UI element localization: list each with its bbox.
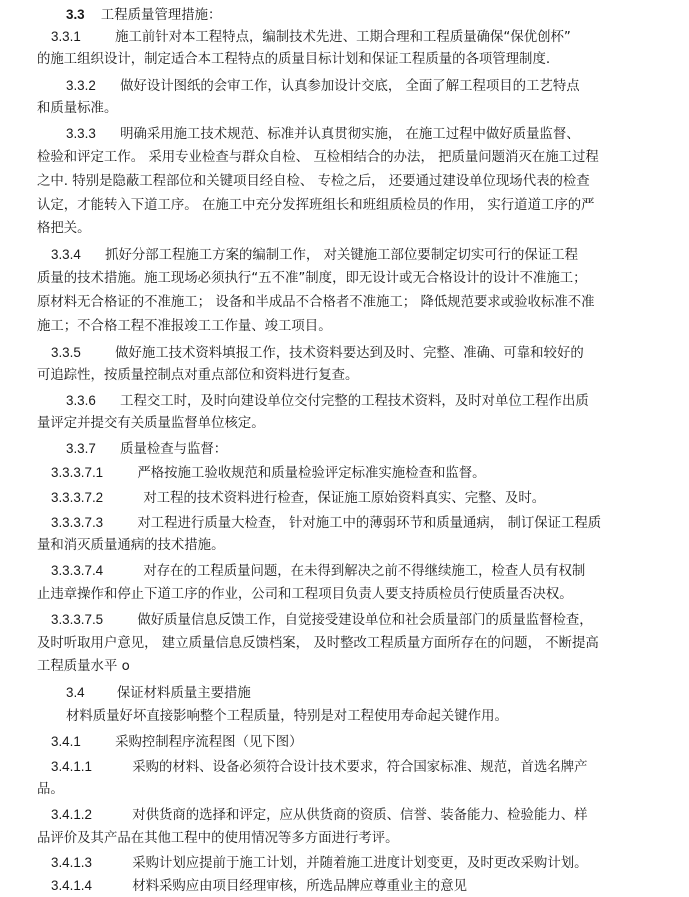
paragraph-text: 做好设计图纸的会审工作，认真参加设计交底， 全面了解工程项目的工艺特点: [120, 79, 580, 94]
section-number: 3.3: [66, 7, 85, 22]
paragraph-3-3-3-line-1: [66, 124, 580, 144]
paragraph-text: 明确采用施工技术规范、标准并认真贯彻实施， 在施工过程中做好质量监督、: [120, 127, 580, 142]
paragraph-text: 施工前针对本工程特点，编制技术先进、工期合理和工程质量确保“保优创杯”: [115, 30, 571, 45]
item-number: 3.4.1: [51, 734, 81, 749]
paragraph-text: 抓好分部工程施工方案的编制工作， 对关键施工部位要制定切实可行的保证工程: [105, 248, 578, 263]
paragraph-3-3-6-line-2: 量评定并提交有关质量监督单位核定。: [37, 416, 265, 431]
item-number: 3.3.2: [66, 78, 96, 93]
paragraph-3-4-1-1-line-1: [51, 757, 588, 777]
paragraph-3-4-1-1-line-2: 品。: [37, 782, 64, 797]
item-number: 3.3.3.7.4: [51, 563, 104, 578]
item-number: 3.3.7: [66, 441, 96, 456]
paragraph-3-4-intro: 材料质量好坏直接影响整个工程质量，特别是对工程使用寿命起关键作用。: [66, 709, 508, 724]
item-number: 3.3.3.7.5: [51, 612, 104, 627]
paragraph-3-3-5-line-2: 可追踪性，按质量控制点对重点部位和资料进行复查。: [37, 368, 359, 383]
paragraph-3-3-7: [66, 439, 227, 459]
paragraph-3-3-3-line-5: 格把关。: [37, 221, 91, 236]
paragraph-text: 对供货商的选择和评定，应从供货商的资质、信誉、装备能力、检验能力、样: [132, 808, 588, 823]
paragraph-3-3-5-line-1: [51, 343, 584, 363]
paragraph-text: 工程交工时，及时向建设单位交付完整的工程技术资料，及时对单位工程作出质: [120, 394, 589, 409]
paragraph-3-3-6-line-1: [66, 391, 589, 411]
paragraph-3-3-4-line-2: 质量的技术措施。施工现场必须执行“五不准”制度，即无设计或无合格设计的设计不准施工；: [37, 271, 587, 286]
paragraph-3-3-3-7-4-line-1: [51, 561, 585, 581]
paragraph-3-4-1-2-line-2: 品评价及其产品在其他工程中的使用情况等多方面进行考评。: [37, 831, 399, 846]
paragraph-text: 做好质量信息反馈工作，自觉接受建设单位和社会质量部门的质量监督检查，: [137, 613, 593, 628]
item-number: 3.4.1.2: [51, 807, 92, 822]
item-number: 3.4.1.4: [51, 878, 92, 893]
paragraph-3-4-1-3: [51, 853, 588, 873]
paragraph-3-3-1-line-1: [51, 27, 571, 47]
paragraph-text: 对工程的技术资料进行检查，保证施工原始资料真实、完整、及时。: [143, 491, 546, 506]
item-number: 3.3.3.7.3: [51, 515, 104, 530]
paragraph-3-3-3-line-3: 之中. 特别是隐蔽工程部位和关键项目经自检、 专检之后， 还要通过建设单位现场代表的检查: [37, 174, 590, 189]
section-number: 3.4: [66, 685, 85, 700]
section-title: 保证材料质量主要措施: [116, 686, 251, 701]
paragraph-text: 采购的材料、设备必须符合设计技术要求，符合国家标准、规范，首选名牌产: [132, 760, 588, 775]
paragraph-3-3-3-7-5-line-2: 及时听取用户意见， 建立质量信息反馈档案， 及时整改工程质量方面所存在的问题， 不断提高: [37, 636, 599, 651]
paragraph-3-3-2-line-1: [66, 76, 580, 96]
paragraph-text: 做好施工技术资料填报工作，技术资料要达到及时、完整、准确、可靠和较好的: [115, 346, 584, 361]
paragraph-3-3-4-line-4: 施工；不合格工程不准报竣工工作量、竣工项目。: [37, 319, 332, 334]
paragraph-3-3-3-7-2: [51, 488, 545, 508]
paragraph-3-3-3-7-5-line-1: [51, 610, 593, 630]
item-number: 3.3.3.7.1: [51, 465, 104, 480]
paragraph-text: 严格按施工验收规范和质量检验评定标准实施检查和监督。: [137, 466, 486, 481]
item-number: 3.3.3.7.2: [51, 490, 104, 505]
paragraph-3-3-3-line-2: 检验和评定工作。 采用专业检查与群众自检、 互检相结合的办法， 把质量问题消灭在施工过程: [37, 150, 599, 165]
item-number: 3.3.5: [51, 345, 81, 360]
paragraph-3-3-2-line-2: 和质量标准。: [37, 101, 118, 116]
item-number: 3.3.4: [51, 247, 81, 262]
paragraph-3-4-1-2-line-1: [51, 805, 588, 825]
paragraph-3-3-3-7-3-line-1: [51, 513, 601, 533]
paragraph-text: 材料采购应由项目经理审核，所选品牌应尊重业主的意见: [132, 879, 467, 894]
paragraph-text: 采购控制程序流程图（见下图）: [115, 735, 303, 750]
paragraph-3-3-4-line-1: [51, 245, 578, 265]
paragraph-text: 质量检查与监督：: [120, 442, 228, 457]
paragraph-3-3-3-7-5-line-3: 工程质量水平 o: [37, 659, 130, 674]
section-heading-3-3: [66, 5, 221, 25]
item-number: 3.4.1.3: [51, 855, 92, 870]
paragraph-3-3-4-line-3: 原材料无合格证的不准施工； 设备和半成品不合格者不准施工； 降低规范要求或验收标准不准: [37, 295, 595, 310]
paragraph-text: 对工程进行质量大检查， 针对施工中的薄弱环节和质量通病， 制订保证工程质: [137, 516, 602, 531]
paragraph-3-3-3-7-1: [51, 463, 486, 483]
paragraph-3-3-3-7-4-line-2: 止违章操作和停止下道工序的作业，公司和工程项目负责人要支持质检员行使质量否决权。: [37, 587, 573, 602]
paragraph-3-3-1-line-2: 的施工组织设计，制定适合本工程特点的质量目标计划和保证工程质量的各项管理制度.: [37, 52, 551, 67]
section-title: 工程质量管理措施：: [100, 8, 222, 23]
item-number: 3.3.3: [66, 126, 96, 141]
paragraph-text: 采购计划应提前于施工计划，并随着施工进度计划变更，及时更改采购计划。: [132, 856, 588, 871]
paragraph-3-4-1: [51, 732, 303, 752]
paragraph-text: 对存在的工程质量问题，在未得到解决之前不得继续施工，检查人员有权制: [143, 564, 586, 579]
section-heading-3-4: [66, 683, 251, 703]
item-number: 3.4.1.1: [51, 759, 92, 774]
paragraph-3-4-1-4-partial: [51, 876, 467, 896]
paragraph-3-3-3-7-3-line-2: 量和消灭质量通病的技术措施。: [37, 538, 225, 553]
paragraph-3-3-3-line-4: 认定，才能转入下道工序。 在施工中充分发挥班组长和班组质检员的作用， 实行道道工序的严: [37, 198, 595, 213]
item-number: 3.3.6: [66, 393, 96, 408]
item-number: 3.3.1: [51, 29, 81, 44]
